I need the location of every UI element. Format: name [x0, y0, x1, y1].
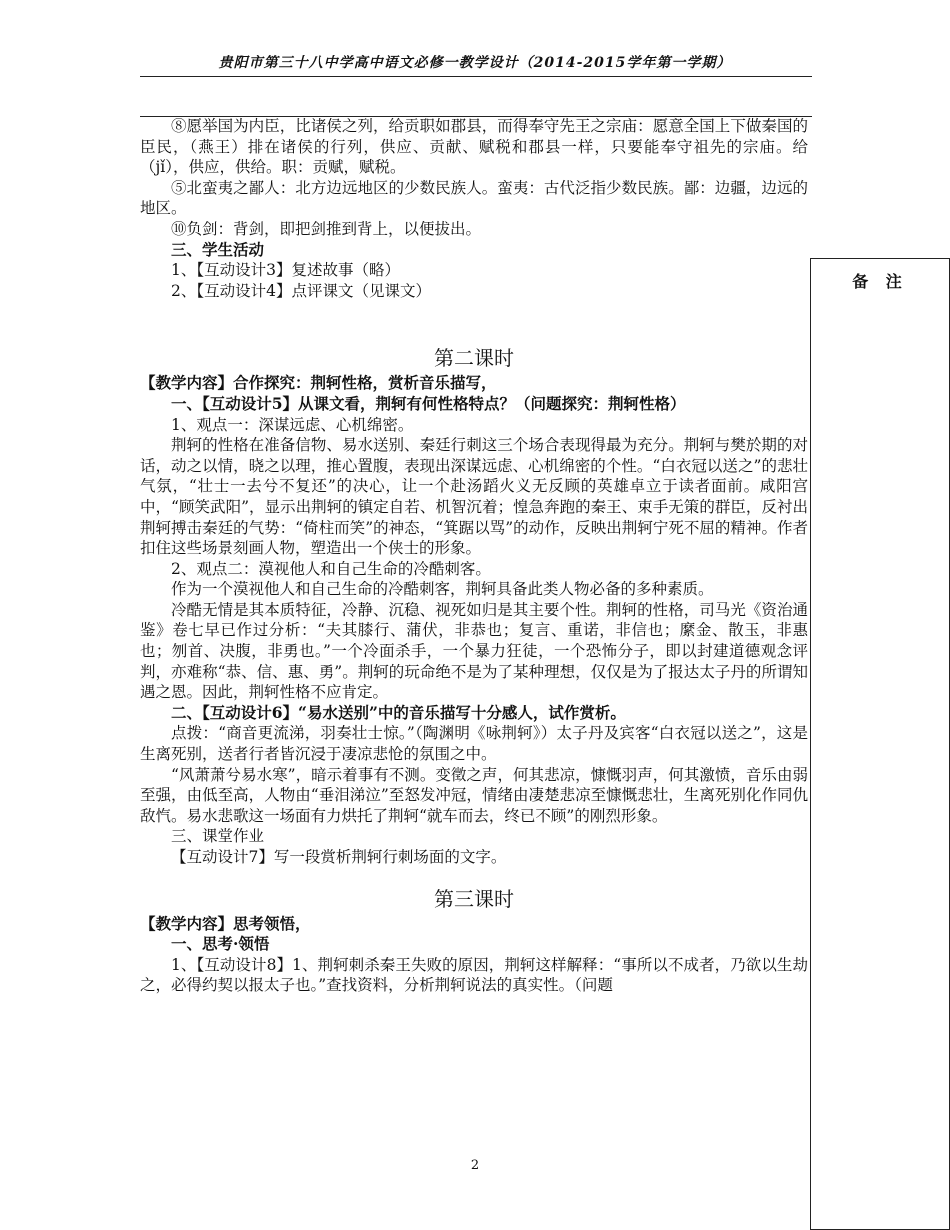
notes-title: 备 注	[852, 272, 908, 291]
lesson-heading: 第二课时	[434, 346, 514, 371]
paragraph: 【互动设计7】写一段赏析荆轲行刺场面的文字。	[171, 848, 507, 866]
paragraph: 1、【互动设计3】复述故事（略）	[171, 261, 400, 280]
section-heading: 一、思考·领悟	[171, 934, 270, 954]
page-header: 贵阳市第三十八中学高中语文必修一教学设计（2014-2015学年第一学期）	[218, 55, 732, 71]
paragraph: 作为一个漠视他人和自己生命的冷酷刺客，荆轲具备此类人物必备的多种素质。	[171, 580, 714, 599]
paragraph: 1、观点一：深谋远虑、心机绵密。	[171, 415, 414, 434]
paragraph: “风萧萧兮易水寒”，暗示着事有不测。变徵之声，何其悲凉，慷慨羽声，何其激愤，音乐由弱至强，由低至高，人物由“垂泪涕泣”至怒发冲冠，情绪由凄楚悲凉至慷慨悲壮，生离死别化作同仇敌忾。易水悲歌这一场面有力烘托了荆轲“就车而去，终已不顾”的刚烈形象。	[140, 765, 808, 825]
paragraph: ⑤北蛮夷之鄙人：北方边远地区的少数民族人。蛮夷：古代泛指少数民族。鄙：边疆，边远的地区。	[140, 178, 808, 218]
paragraph: 冷酷无情是其本质特征，冷静、沉稳、视死如归是其主要个性。荆轲的性格，司马光《资治通鉴》卷七早已作过分析：“夫其膝行、蒲伏，非恭也；复言、重诺，非信也；縻金、散玉，非惠也；刎首、决腹，非勇也。”一个冷面杀手，一个暴力狂徒，一个恐怖分子，即以封建道德观念评判，亦难称“恭、信、惠、勇”。荆轲的玩命绝不是为了某种理想，仅仅是为了报达太子丹的所谓知遇之恩。因此，荆轲性格不应肯定。	[140, 600, 808, 702]
lesson-body	[140, 116, 808, 996]
paragraph: ⑧愿举国为内臣，比诸侯之列，给贡职如郡县，而得奉守先王之宗庙：愿意全国上下做秦国的臣民，（燕王）排在诸侯的行列，供应、贡献、赋税和郡县一样，只要能奉守祖先的宗庙。给（jǐ），供应，供给。职：贡赋，赋税。	[140, 117, 808, 177]
paragraph: ⑩负剑：背剑，即把剑推到背上，以便拔出。	[171, 219, 482, 238]
paragraph: 2、观点二：漠视他人和自己生命的冷酷刺客。	[171, 559, 491, 578]
paragraph: 2、【互动设计4】点评课文（见课文）	[171, 281, 431, 300]
section-heading: 三、学生活动	[171, 239, 265, 259]
header-rule	[140, 76, 812, 77]
notes-column	[810, 258, 950, 1230]
paragraph: 点拨：“商音更流涕，羽奏壮士惊。”（陶渊明《咏荆轲》）太子丹及宾客“白衣冠以送之”，这是生离死别，送者行者皆沉浸于凄凉悲怆的氛围之中。	[140, 724, 808, 764]
section-heading: 一、【互动设计5】从课文看，荆轲有何性格特点？（问题探究：荆轲性格）	[171, 393, 686, 413]
section-heading: 【教学内容】合作探究：荆轲性格，赏析音乐描写，	[140, 373, 497, 393]
paragraph: 三、课堂作业	[171, 827, 265, 846]
paragraph: 荆轲的性格在准备信物、易水送别、秦廷行刺这三个场合表现得最为充分。荆轲与樊於期的对话，动之以情，晓之以理，推心置腹，表现出深谋远虑、心机绵密的个性。“白衣冠以送之”的悲壮气氛，“壮士一去兮不复还”的决心，让一个赴汤蹈火义无反顾的英雄卓立于读者面前。咸阳宫中，“顾笑武阳”，显示出荆轲的镇定自若、机智沉着；惶急奔跑的秦王、束手无策的群臣，反衬出荆轲搏击秦廷的气势：“倚柱而笑”的神态，“箕踞以骂”的动作，反映出荆轲宁死不屈的精神。作者扣住这些场景刻画人物，塑造出一个侠士的形象。	[140, 436, 808, 558]
page-number: 2	[470, 1158, 480, 1173]
section-heading: 【教学内容】思考领悟，	[140, 913, 311, 933]
section-heading: 二、【互动设计6】“易水送别”中的音乐描写十分感人，试作赏析。	[171, 702, 626, 722]
paragraph: 1、【互动设计8】1、荆轲刺杀秦王失败的原因，荆轲这样解释：“事所以不成者，乃欲以生劫之，必得约契以报太子也。”查找资料，分析荆轲说法的真实性。（问题	[140, 955, 808, 995]
lesson-heading: 第三课时	[434, 886, 514, 911]
